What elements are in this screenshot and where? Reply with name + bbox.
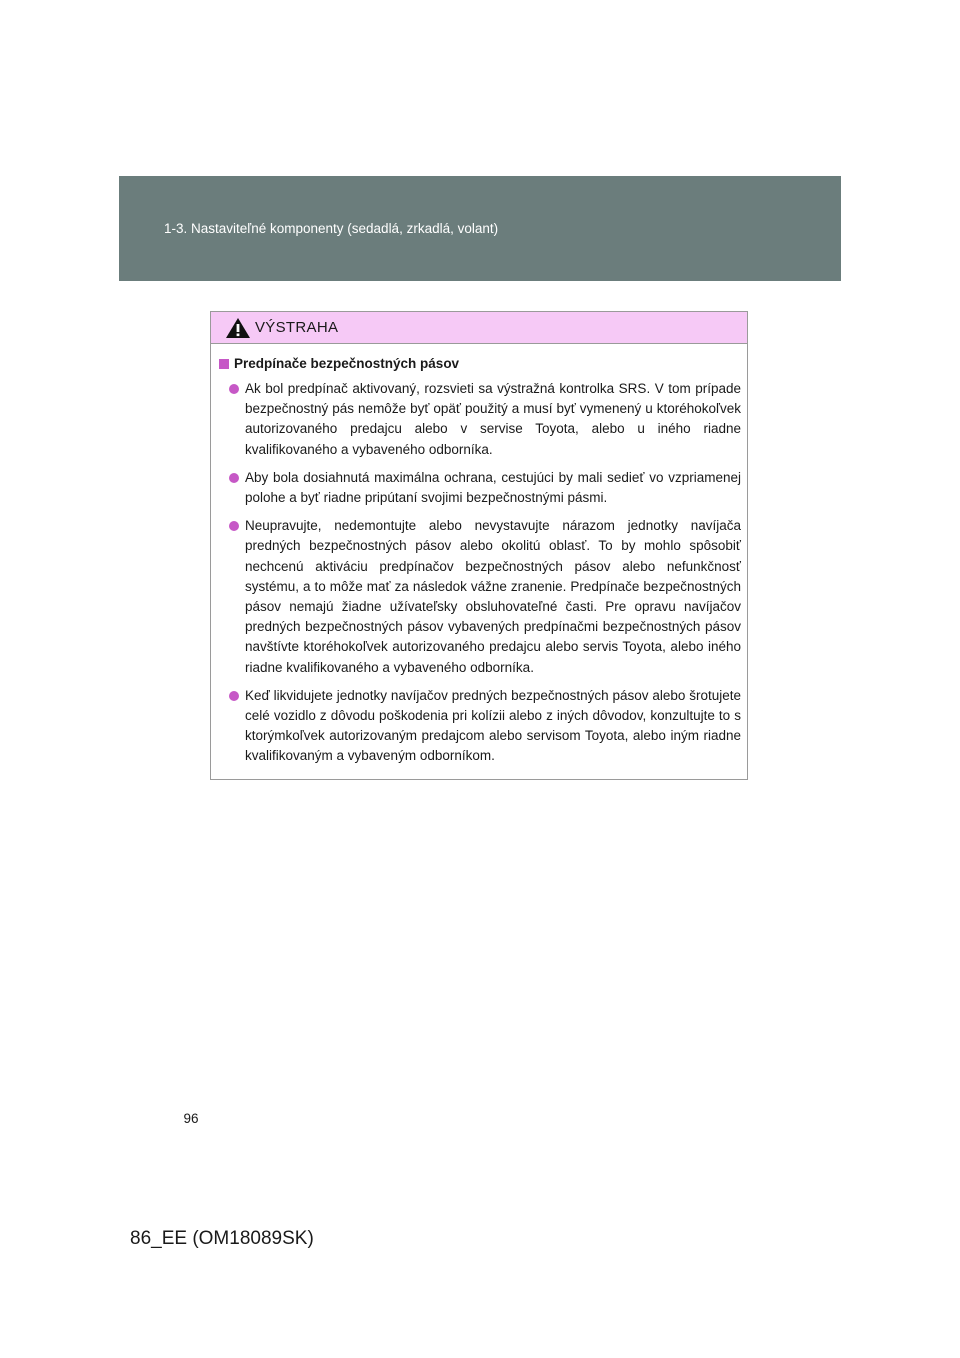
list-item — [229, 686, 741, 767]
warning-body — [211, 344, 747, 767]
square-bullet-icon — [219, 359, 229, 369]
chapter-header-band — [119, 176, 841, 281]
warning-box — [210, 311, 748, 780]
document-code: 86_EE (OM18089SK) — [130, 1228, 314, 1249]
round-bullet-icon — [229, 691, 239, 701]
section-heading-text: Predpínače bezpečnostných pásov — [234, 356, 460, 371]
list-item — [229, 379, 741, 460]
list-item — [229, 516, 741, 678]
warning-label: VÝSTRAHA — [255, 319, 339, 336]
list-item-text: Ak bol predpínač aktivovaný, rozsvieti sa výstražná kontrolka SRS. V tom prípade bezpečnostný pás nemôže byť opäť použitý a musí byť vymenený u ktoréhokoľvek autorizovaného predajcu alebo v servise Toyota, alebo u iného riadne kvalifikovaného a vybaveného odborníka. — [245, 381, 741, 457]
round-bullet-icon — [229, 384, 239, 394]
list-item-text: Neupravujte, nedemontujte alebo nevystavujte nárazom jednotky navíjača predných bezpečnostných pásov alebo okolitú oblasť. To by mohlo spôsobiť nechcenú aktiváciu predpínačov bezpečnostných pásov alebo nefunkčnosť systému, a to môže mať za následok vážne zranenie. Predpínače bezpečnostných pásov nemajú žiadne užívateľsky obsluhovateľné časti. Pre opravu navíjačov predných bezpečnostných pásov vybavených predpínačmi bezpečnostných pásov navštívte ktoréhokoľvek autorizovaného predajcu alebo servis Toyota, alebo iného riadne kvalifikovaného a vybaveného odborníka. — [245, 518, 741, 675]
warning-triangle-icon — [225, 317, 251, 339]
chapter-title: 1-3. Nastaviteľné komponenty (sedadlá, zrkadlá, volant) — [164, 221, 499, 236]
list-item-text: Keď likvidujete jednotky navíjačov predných bezpečnostných pásov alebo šrotujete celé vozidlo z dôvodu poškodenia pri kolízii alebo z iných dôvodov, konzultujte to s ktorýmkoľvek autorizovaným predajcom alebo servisom Toyota, alebo iným riadne kvalifikovaným a vybaveným odborníkom. — [245, 687, 741, 764]
list-item — [229, 468, 741, 508]
warning-header — [211, 312, 747, 344]
page-number: 96 — [183, 1111, 199, 1126]
list-item-text: Aby bola dosiahnutá maximálna ochrana, cestujúci by mali sedieť vo vzpriamenej polohe a byť riadne pripútaní svojimi bezpečnostnými pásmi. — [245, 469, 741, 506]
section-heading — [219, 356, 741, 371]
round-bullet-icon — [229, 521, 239, 531]
round-bullet-icon — [229, 473, 239, 483]
